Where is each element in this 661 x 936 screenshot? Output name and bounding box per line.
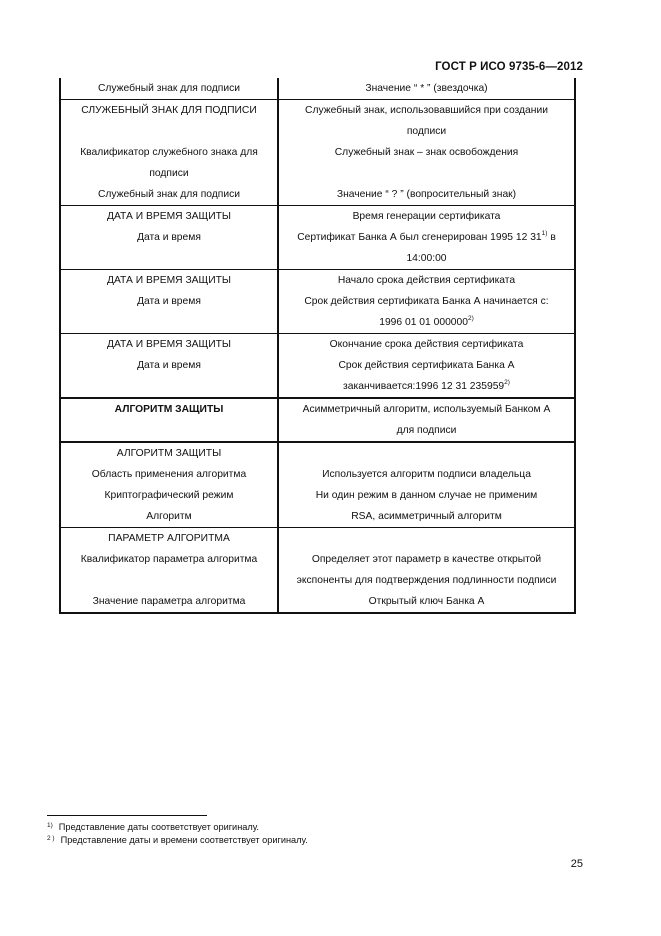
footnote-ref: 2) — [504, 378, 510, 386]
table-row — [61, 397, 574, 441]
left-cell: ДАТА И ВРЕМЯ ЗАЩИТЫ Дата и время — [61, 270, 279, 333]
page-number: 25 — [570, 858, 583, 870]
right-cell: Время генерации сертификата Сертификат Банка А был сгенерирован 1995 12 31$^{1)}$ в 14:00:00 — [297, 211, 556, 264]
left-cell: ДАТА И ВРЕМЯ ЗАЩИТЫ Дата и время — [61, 334, 279, 397]
table-row — [61, 333, 574, 397]
table-row — [61, 205, 574, 269]
footnote-1: $^{1)}$ Представление даты соответствует оригиналу. — [47, 822, 259, 832]
right-cell: Начало срока действия сертификата Срок действия сертификата Банка А начинается с: 1996 01 01 000000$^{2)}$ — [304, 275, 549, 328]
left-cell: Служебный знак для подписи — [61, 78, 279, 99]
left-cell: АЛГОРИТМ ЗАЩИТЫ — [61, 399, 279, 441]
table-row — [61, 441, 574, 527]
right-cell: Значение “ * ” (звездочка) — [365, 83, 488, 94]
footnote-2: $^{2 )}$ Представление даты и времени соответствует оригиналу. — [47, 835, 308, 845]
left-cell: ПАРАМЕТР АЛГОРИТМА Квалификатор параметра алгоритма Значение параметра алгоритма — [61, 528, 279, 612]
left-cell: ДАТА И ВРЕМЯ ЗАЩИТЫ Дата и время — [61, 206, 279, 269]
table-row — [61, 99, 574, 205]
table-row — [61, 269, 574, 333]
right-cell: Окончание срока действия сертификата Срок действия сертификата Банка А заканчивается:1996 12 31 235959$^{2)}$ — [329, 339, 524, 392]
right-cell: Асимметричный алгоритм, используемый Банком А для подписи — [302, 404, 551, 436]
document-header: ГОСТ Р ИСО 9735-6—2012 — [435, 61, 583, 73]
table-row — [61, 78, 574, 99]
left-cell: СЛУЖЕБНЫЙ ЗНАК ДЛЯ ПОДПИСИ Квалификатор служебного знака для подписи Служебный знак для подписи — [61, 100, 279, 205]
footnote-ref: 2) — [467, 314, 474, 322]
footnote-ref: 1) — [541, 229, 548, 237]
data-table — [59, 78, 576, 614]
right-cell: Определяет этот параметр в качестве открытой экспоненты для подтверждения подлинности подписи Открытый ключ Банка А — [296, 554, 557, 607]
right-cell: Используется алгоритм подписи владельца Ни один режим в данном случае не применим RSA, асимметричный алгоритм — [315, 469, 538, 522]
footnote-separator — [47, 815, 207, 816]
table-row — [61, 527, 574, 612]
right-cell: Служебный знак, использовавшийся при создании подписи Служебный знак – знак освобождения Значение “ ? ” (вопросительный знак) — [305, 105, 548, 200]
left-cell: АЛГОРИТМ ЗАЩИТЫ Область применения алгоритма Криптографический режим Алгоритм — [61, 443, 279, 527]
